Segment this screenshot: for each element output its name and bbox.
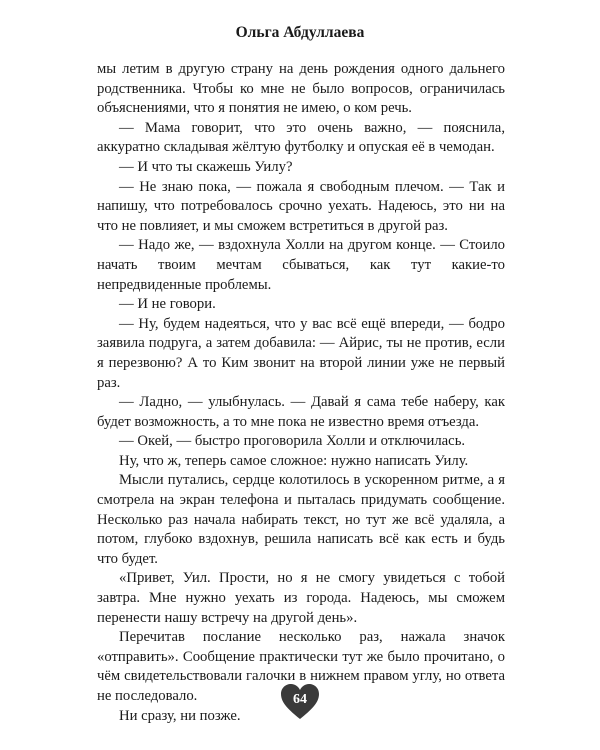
page-number-badge: [280, 683, 320, 721]
paragraph: «Привет, Уил. Прости, но я не смогу увидеться с тобой завтра. Мне нужно уехать из города. Надеюсь, мы сможем перенести нашу встречу на другой день».: [97, 570, 505, 626]
paragraph: — И не говори.: [119, 296, 216, 313]
paragraph: Ну, что ж, теперь самое сложное: нужно написать Уилу.: [119, 452, 469, 469]
paragraph: — Ладно, — улыбнулась. — Давай я сама тебе наберу, как будет возможность, а то мне пока не известно время отъезда.: [97, 394, 505, 430]
paragraph: Ни сразу, ни позже.: [119, 707, 241, 724]
paragraph: Мысли путались, сердце колотилось в ускоренном ритме, а я смотрела на экран телефона и пыталась придумать сообщение. Несколько раз начала набирать текст, но тут же всё удаляла, а потом, глубоко вздохнув, решила написать всё как есть и будь что будет.: [97, 472, 505, 567]
paragraph: — Ну, будем надеяться, что у вас всё ещё впереди, — бодро заявила подруга, а затем добавила: — Айрис, ты не против, если я перезвоню? А то Ким звонит на второй линии уже не первый раз.: [97, 315, 505, 391]
body-text: [97, 60, 505, 726]
paragraph: — Не знаю пока, — пожала я свободным плечом. — Так и напишу, что потребовалось срочно уехать. Надеюсь, это ни на что не повлияет, и мы сможем встретиться в другой раз.: [97, 178, 505, 234]
page-number: 64: [293, 692, 307, 707]
paragraph: — И что ты скажешь Уилу?: [119, 158, 293, 175]
paragraph: мы летим в другую страну на день рождения одного дальнего родственника. Чтобы ко мне не было вопросов, ограничилась объяснениями, что я понятия не имею, о ком речь.: [97, 61, 505, 117]
paragraph: Перечитав послание несколько раз, нажала значок «отправить». Сообщение практически тут же было прочитано, о чём свидетельствовали галочки в нижнем правом углу, но ответа не последовало.: [97, 629, 505, 704]
running-header-author: Ольга Абдуллаева: [235, 24, 365, 41]
paragraph: — Надо же, — вздохнула Холли на другом конце. — Стоило начать твоим мечтам сбываться, как тут какие-то непредвиденные проблемы.: [97, 237, 505, 293]
paragraph: — Мама говорит, что это очень важно, — пояснила, аккуратно складывая жёлтую футболку и опуская её в чемодан.: [97, 119, 505, 156]
paragraph: — Окей, — быстро проговорила Холли и отключилась.: [119, 433, 466, 450]
